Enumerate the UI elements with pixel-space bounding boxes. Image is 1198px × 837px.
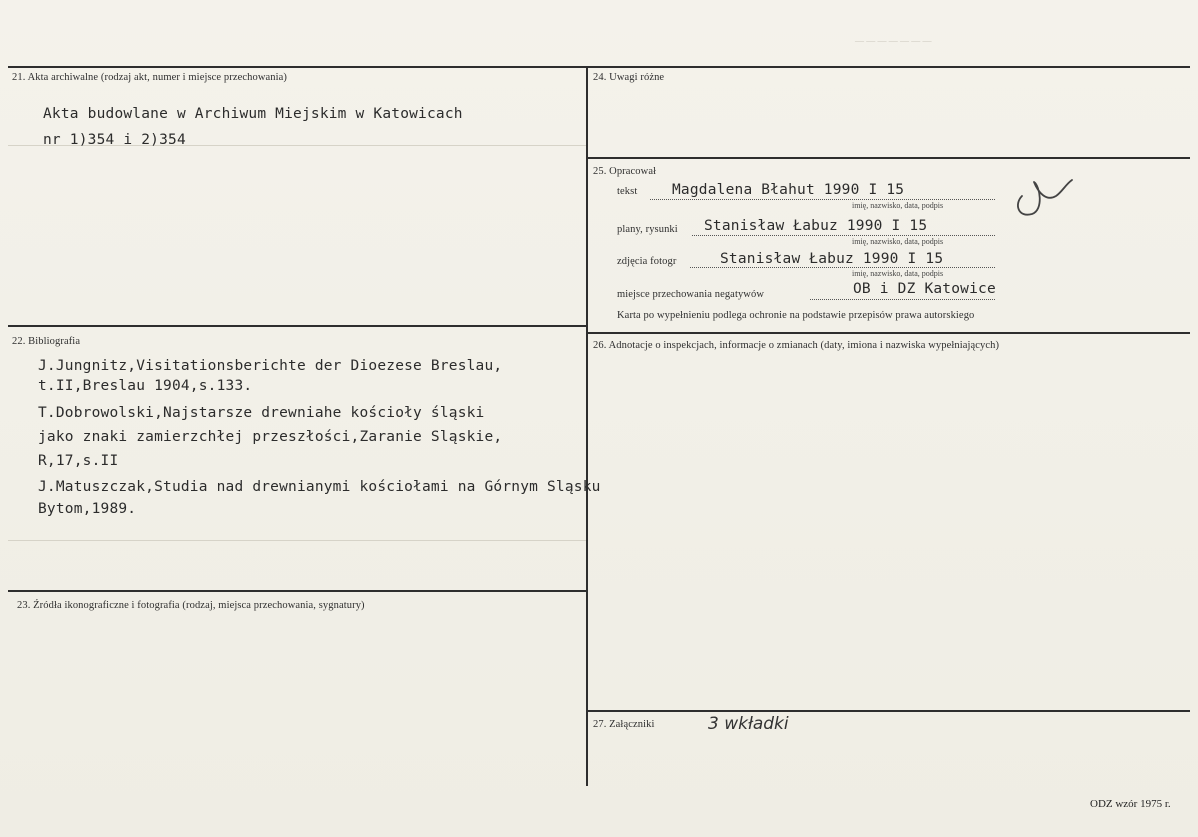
section-23-label: 23. Źródła ikonograficzne i fotografia (rodzaj, miejsca przechowania, sygnatury) bbox=[17, 600, 365, 611]
section-22-label: 22. Bibliografia bbox=[12, 336, 81, 347]
rule-26-27 bbox=[588, 710, 1190, 712]
plany-value: Stanisław Łabuz 1990 I 15 bbox=[704, 218, 928, 234]
negatywy-label: miejsce przechowania negatywów bbox=[617, 289, 765, 300]
bibliography-line: R,17,s.II bbox=[38, 453, 119, 469]
attachments-value: 3 wkładki bbox=[708, 714, 789, 734]
zdjecia-underline bbox=[690, 267, 995, 268]
bibliography-line: Bytom,1989. bbox=[38, 501, 137, 517]
zdjecia-label: zdjęcia fotogr bbox=[617, 256, 677, 267]
tekst-caption: imię, nazwisko, data, podpis bbox=[852, 201, 944, 210]
tekst-underline bbox=[650, 199, 995, 200]
zdjecia-value: Stanisław Łabuz 1990 I 15 bbox=[720, 251, 944, 267]
section-26-label: 26. Adnotacje o inspekcjach, informacje o zmianach (daty, imiona i nazwiska wypełniających) bbox=[593, 340, 1000, 351]
plany-label: plany, rysunki bbox=[617, 224, 678, 235]
section-25-label: 25. Opracował bbox=[593, 166, 657, 177]
plany-caption: imię, nazwisko, data, podpis bbox=[852, 237, 944, 246]
zdjecia-caption: imię, nazwisko, data, podpis bbox=[852, 269, 944, 278]
bibliography-line: jako znaki zamierzchłej przeszłości,Zaranie Sląskie, bbox=[38, 429, 503, 445]
bleed-through-text: — — — — — — — bbox=[855, 36, 932, 46]
section-27-label: 27. Załączniki bbox=[593, 719, 655, 730]
rule-24-25 bbox=[588, 157, 1190, 159]
rule-25-26 bbox=[588, 332, 1190, 334]
section-21-line-2: nr 1)354 i 2)354 bbox=[43, 132, 186, 148]
bibliography-line: J.Jungnitz,Visitationsberichte der Dioezese Breslau, bbox=[38, 358, 503, 374]
tekst-value: Magdalena Błahut 1990 I 15 bbox=[672, 182, 905, 198]
center-divider bbox=[586, 66, 588, 786]
form-id: ODZ wzór 1975 r. bbox=[1090, 798, 1171, 810]
top-rule bbox=[8, 66, 1190, 68]
tekst-label: tekst bbox=[617, 186, 638, 197]
section-21-label: 21. Akta archiwalne (rodzaj akt, numer i miejsce przechowania) bbox=[12, 72, 288, 83]
section-21-line-1: Akta budowlane w Archiwum Miejskim w Katowicach bbox=[43, 106, 463, 122]
negatywy-value: OB i DZ Katowice bbox=[853, 281, 996, 297]
rule-21-22 bbox=[8, 325, 586, 327]
negatywy-underline bbox=[810, 299, 995, 300]
bibliography-line: T.Dobrowolski,Najstarsze drewniahe kościoły śląski bbox=[38, 405, 485, 421]
bibliography-line: t.II,Breslau 1904,s.133. bbox=[38, 378, 253, 394]
copyright-note: Karta po wypełnieniu podlega ochronie na podstawie przepisów prawa autorskiego bbox=[617, 310, 975, 321]
bibliography-line: J.Matuszczak,Studia nad drewnianymi kościołami na Górnym Sląsku bbox=[38, 479, 601, 495]
rule-22-23 bbox=[8, 590, 586, 592]
signature bbox=[1010, 168, 1080, 223]
fold-line bbox=[8, 540, 586, 541]
section-24-label: 24. Uwagi różne bbox=[593, 72, 665, 83]
plany-underline bbox=[692, 235, 995, 236]
